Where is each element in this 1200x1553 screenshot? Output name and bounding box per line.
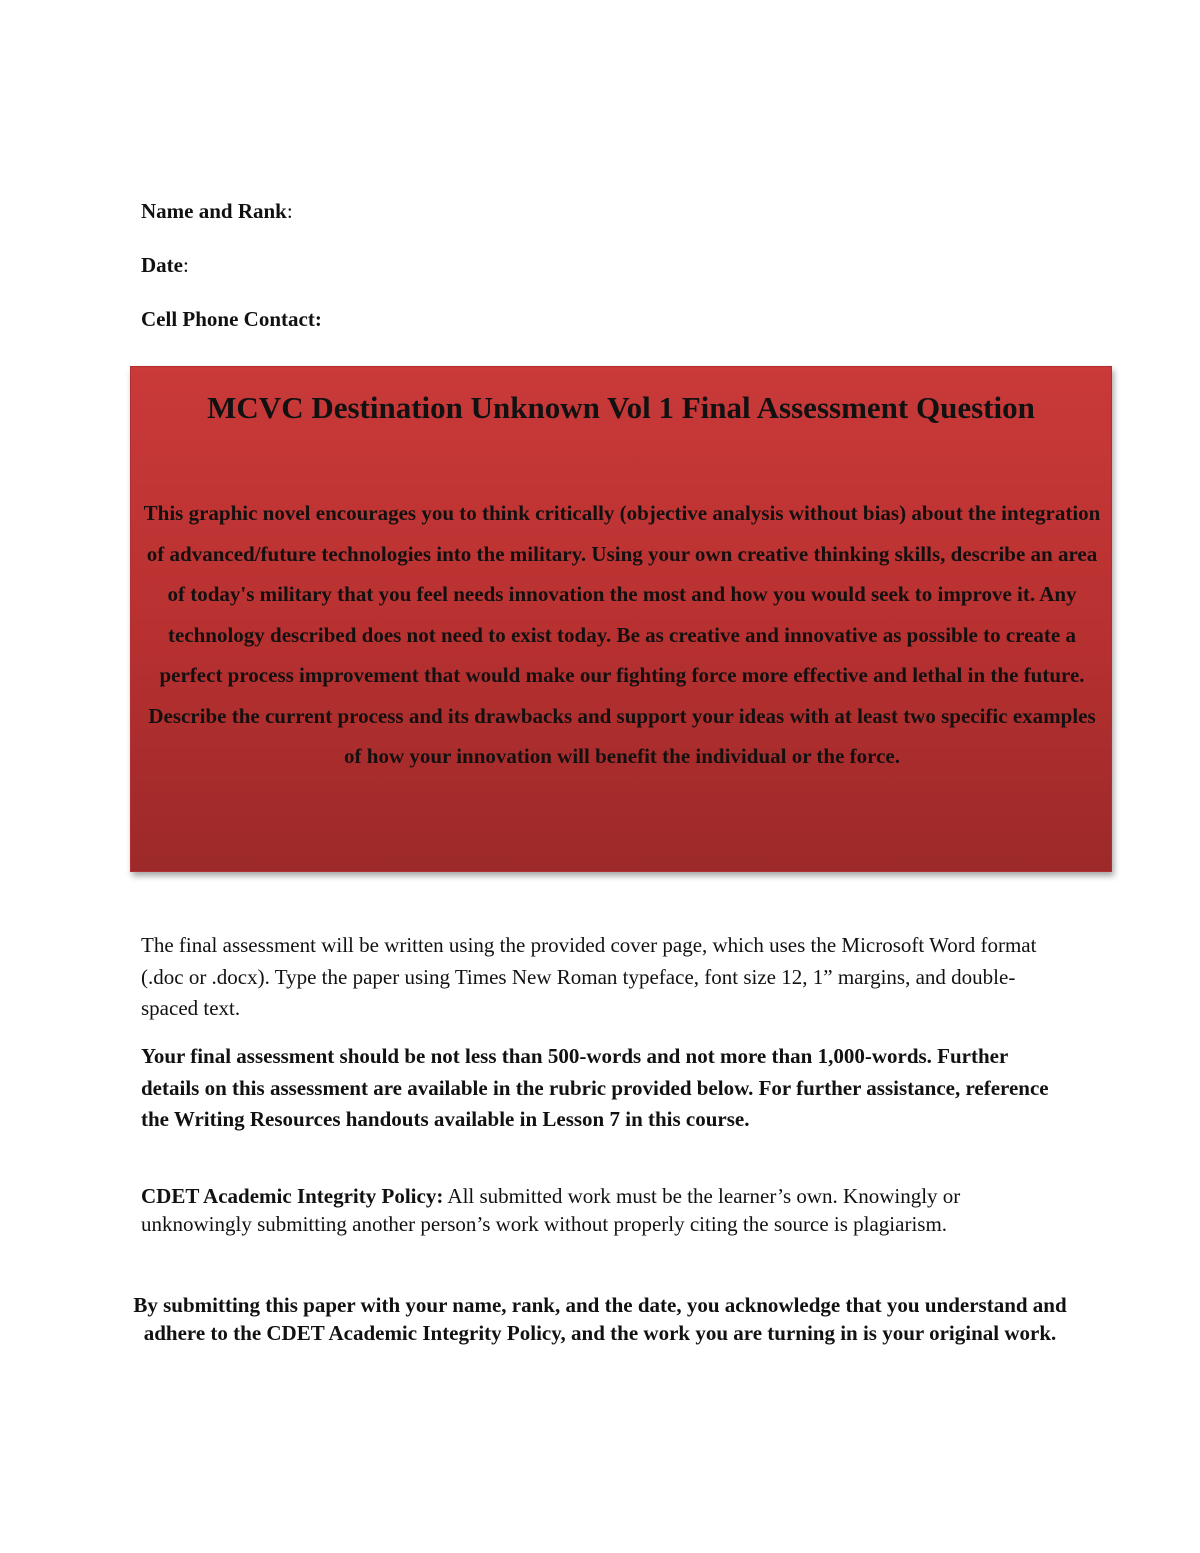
assessment-question-body: This graphic novel encourages you to think critically (objective analysis without bias) about the integration of advanced/future technologies into the military. Using your own creative thinking skills, describe an area of today's military that you feel needs innovation the most and how you would seek to improve it. Any technology described does not need to exist today. Be as creative and innovative as possible to create a perfect process improvement that would make our fighting force more effective and lethal in the future. Describe the current process and its drawbacks and support your ideas with at least two specific examples of how your innovation will benefit the individual or the force.: [143, 501, 1101, 768]
name-rank-field: [141, 198, 293, 224]
acknowledgement-statement: By submitting this paper with your name, rank, and the date, you acknowledge that you understand and adhere to the CDET Academic Integrity Policy, and the work you are turning in is your original work.: [133, 1293, 1067, 1345]
integrity-policy-text: All submitted work must be the learner’s own. Knowingly or unknowingly submitting another person’s work without properly citing the source is plagiarism.: [141, 1184, 961, 1236]
integrity-policy: [141, 1182, 1061, 1238]
date-field: [141, 252, 189, 278]
date-label: Date: [141, 253, 183, 277]
name-rank-label: Name and Rank: [141, 199, 287, 223]
format-instructions: The final assessment will be written using the provided cover page, which uses the Microsoft Word format (.doc or .docx). Type the paper using Times New Roman typeface, font size 12, 1” margins, and double-spaced text.: [141, 933, 1037, 1020]
assessment-question-title: MCVC Destination Unknown Vol 1 Final Assessment Question: [207, 390, 1035, 425]
cell-phone-label: Cell Phone Contact:: [141, 307, 322, 331]
assessment-question-box: [130, 366, 1112, 872]
name-rank-colon: :: [286, 199, 293, 223]
length-requirements: Your final assessment should be not less than 500-words and not more than 1,000-words. Further details on this assessment are available in the rubric provided below. For further assistance, reference the Writing Resources handouts available in Lesson 7 in this course.: [141, 1044, 1049, 1131]
cell-phone-field: [141, 306, 322, 332]
date-colon: :: [182, 253, 189, 277]
integrity-policy-label: CDET Academic Integrity Policy:: [141, 1184, 444, 1208]
